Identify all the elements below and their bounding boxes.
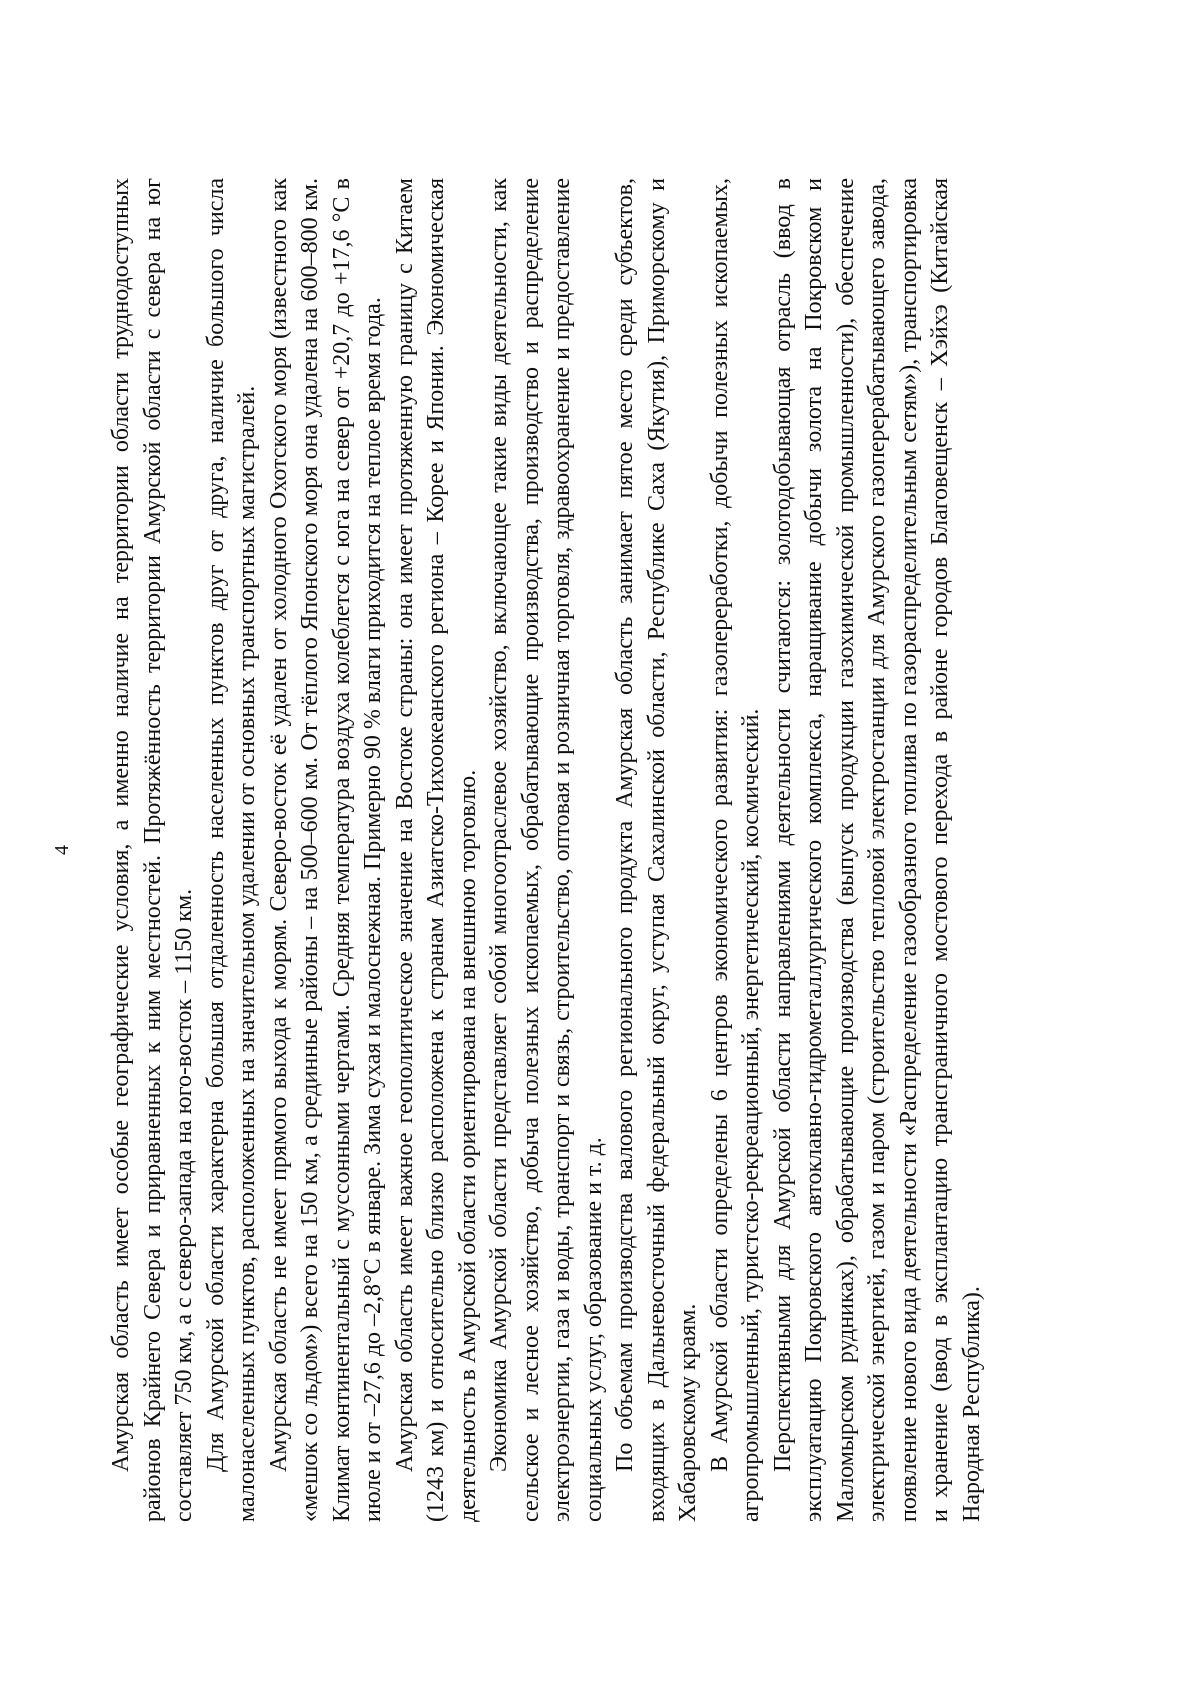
paragraph-economy: Экономика Амурской области представляет собой многоотраслевое хозяйство, включающее такие виды деятельности, как сельское и лесное хозяйство, добыча полезных ископаемых, обрабатывающие производства, производство и распределение электроэнергии, газа и воды, транспорт и связь, строительство, оптовая и розничная торговля, здравоохранение и предоставление социальных услуг, образование и т. д. [486,178,607,1522]
paragraph-geography: Амурская область имеет особые географические условия, а именно наличие на территории области труднодоступных районов Крайнего Севера и приравненных к ним местностей. Протяжённость территории Амурской области с севера на юг составляет 750 км, а с северо-запада на юго-восток – 1150 км. [108,178,197,1522]
paragraph-prospects: Перспективными для Амурской области направлениями деятельности считаются: золотодобывающая отрасль (ввод в эксплуатацию Покровского автоклавно-гидрометаллургического комплекса, наращивание добычи золота на Покровском и Маломырском рудниках), обрабатывающие производства (выпуск продукции газохимической промышленности), обеспечение электрической энергией, газом и паром (строительство тепловой электростанции для Амурского газоперерабатывающего завода, появление нового вида деятельности «Распределение газообразного топлива по газораспределительным сетям»), транспортировка и хранение (ввод в эксплантацию трансграничного мостового перехода в районе городов Благовещенск – Хэйхэ (Китайская Народная Республика). [769,178,985,1522]
page-number: 4 [51,845,73,855]
paragraph-grp-rank: По объемам производства валового регионального продукта Амурская область занимает пятое место среди субъектов, входящих в Дальневосточный федеральный округ, уступая Сахалинской области, Республике Саха (Якутия), Приморскому и Хабаровскому краям. [612,178,701,1522]
paragraph-development-centers: В Амурской области определены 6 центров экономического развития: газопереработки, добычи полезных ископаемых, агропромышленный, туристско-рекреационный, энергетический, космический. [706,178,764,1522]
document-page [50,100,1110,1600]
paragraph-geopolitics: Амурская область имеет важное геополитическое значение на Востоке страны: она имеет протяженную границу с Китаем (1243 км) и относительно близко расположена к странам Азиатско-Тихоокеанского региона – Корее и Японии. Экономическая деятельность в Амурской области ориентирована на внешнюю торговлю. [391,178,481,1522]
paragraph-settlements: Для Амурской области характерна большая отдаленность населенных пунктов друг от друга, наличие большого числа малонаселенных пунктов, расположенных на значительном удалении от основных транспортных магистралей. [202,178,260,1522]
paragraph-climate: Амурская область не имеет прямого выхода к морям. Северо-восток её удален от холодного Охотского моря (известного как «мешок со льдом») всего на 150 км, а срединные районы – на 500–600 км. От тёплого Японского моря она удалена на 600–800 км. Климат континентальный с муссонными чертами. Средняя температура воздуха колеблется с юга на север от +20,7 до +17,6 °С в июле и от –27,6 до –2,8°С в январе. Зима сухая и малоснежная. Примерно 90 % влаги приходится на теплое время года. [265,178,386,1522]
document-body [106,178,988,1522]
